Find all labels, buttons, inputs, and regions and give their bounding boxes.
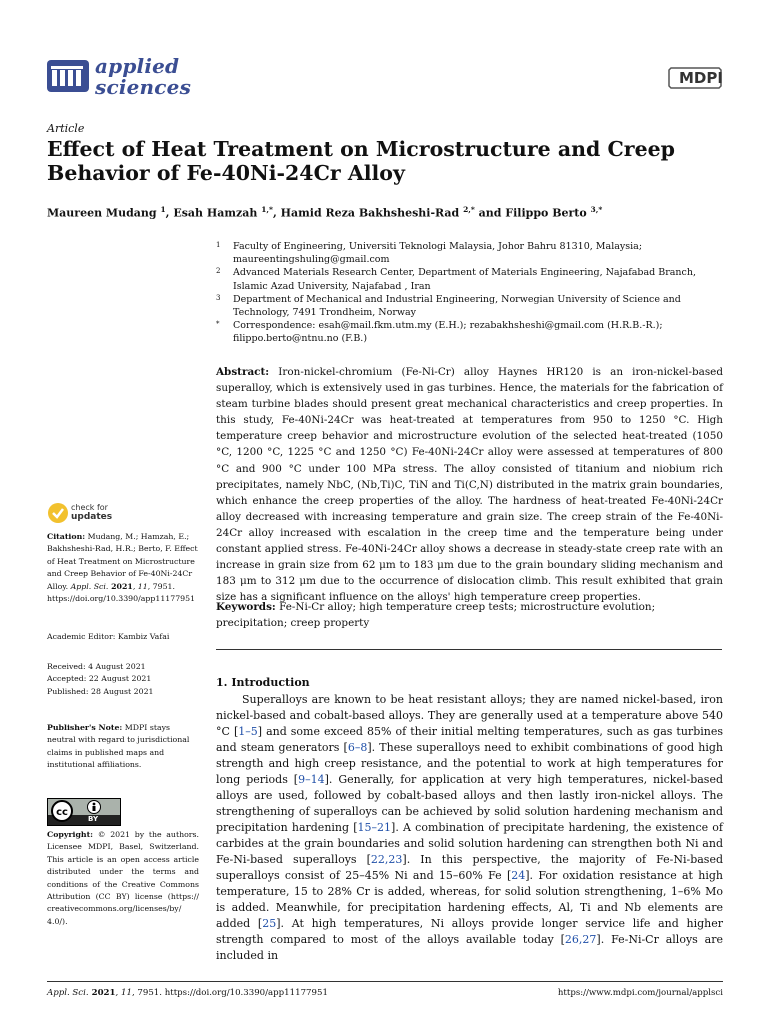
- reference-link[interactable]: 25: [262, 917, 277, 930]
- check-line2: updates: [71, 512, 113, 522]
- footer-doi: , 7951. https://doi.org/10.3390/app11177951: [131, 988, 328, 998]
- footer-volume: , 11: [115, 988, 132, 998]
- footer-year: 2021: [88, 988, 116, 998]
- dates-block: [47, 661, 199, 698]
- intro-text: ]. At high temperatures, Ni alloys provide longer service life and higher strength compared to most of the alloys available today [: [216, 917, 723, 946]
- reference-link[interactable]: 6–8: [347, 741, 368, 754]
- affiliations: [216, 240, 728, 346]
- intro-text: ]. Generally, for application at very high temperatures, nickel-based alloys are used, followed by cobalt-based alloys and then lastly iron-nickel alloys. The strengthening of superalloys can be achieved by solid solution hardening mechanism and precipitation hardening [: [216, 773, 723, 834]
- section-heading-introduction: 1. Introduction: [216, 676, 310, 689]
- abstract-text: Iron-nickel-chromium (Fe-Ni-Cr) alloy Haynes HR120 is an iron-nickel-based superalloy, which is extensively used in gas turbines. Hence, the materials for the fabrication of steam turbine blades should present great mechanical characteristics and creep properties. In this study, Fe-40Ni-24Cr was heat-treated at temperatures from 950 to 1250 °C. High temperature creep behavior and microstructure evolution of the selected heat-treated (1050 °C, 1200 °C, 1225 °C and 1250 °C) Fe-40Ni-24Cr alloy were assessed at temperatures of 800 °C and 900 °C under 100 MPa stress. The alloy consisted of titanium and niobium rich precipitates, namely NbC, (Nb,Ti)C, TiN and Ti(C,N) distributed in the matrix grain boundaries, which enhance the creep properties of the alloy. The hardness of heat-treated Fe-40Ni-24Cr alloy decreased with increasing temperature and grain size. The creep strain of the Fe-40Ni-24Cr alloy increased with escalation in the creep time and the temperature being under constant applied stress. Fe-40Ni-24Cr alloy shows a decrease in steady-state creep rate with an increase in grain size from 62 μm to 183 μm due to the grain boundary sliding mechanism and 183 μm to 312 μm due to the occurrence of dislocation climb. This result exhibited that grain size has a significant influence on the alloys' high temperature creep properties.: [216, 366, 723, 604]
- check-for-updates-icon: [47, 502, 69, 524]
- journal-name-line2: sciences: [95, 75, 192, 99]
- published-date: Published: 28 August 2021: [47, 686, 154, 696]
- correspondence-text: Correspondence: esah@mail.fkm.utm.my (E.H.); rezabakhsheshi@gmail.com (H.R.B.-R.); filippo.berto@ntnu.no (F.B.): [233, 320, 663, 345]
- journal-name-line1: applied: [95, 54, 180, 78]
- citation-block: [47, 531, 199, 605]
- creative-commons-icon: [48, 799, 120, 825]
- affiliation-marker: *: [216, 320, 220, 329]
- reference-link[interactable]: 15–21: [357, 821, 392, 834]
- citation-doi[interactable]: , 7951. https://doi.org/10.3390/app11177951: [47, 581, 196, 604]
- keywords-text: Fe-Ni-Cr alloy; high temperature creep tests; microstructure evolution; precipitation; creep property: [216, 601, 656, 630]
- affiliation-item: [216, 240, 728, 266]
- copyright-block: [47, 829, 199, 928]
- journal-logo[interactable]: [47, 56, 207, 102]
- journal-name: [95, 56, 191, 98]
- affiliation-text: Faculty of Engineering, Universiti Teknologi Malaysia, Johor Bahru 81310, Malaysia; maureentingshuling@gmail.com: [233, 241, 643, 266]
- abstract-label: Abstract:: [216, 366, 270, 378]
- footer-journal-url[interactable]: https://www.mdpi.com/journal/applsci: [557, 988, 723, 998]
- affiliation-marker: 1: [216, 241, 221, 249]
- cc-by-license-badge[interactable]: [47, 798, 121, 826]
- copyright-label: Copyright:: [47, 830, 94, 839]
- intro-text: ]. In this perspective, the majority of Fe-Ni-based superalloys consist of 25–45% Ni and 15–60% Fe [: [216, 853, 723, 882]
- keywords-label: Keywords:: [216, 601, 276, 613]
- publisher-logo[interactable]: [667, 66, 723, 90]
- check-for-updates-text: [71, 503, 112, 522]
- reference-link[interactable]: 26,27: [564, 933, 597, 946]
- reference-link[interactable]: 24: [511, 869, 526, 882]
- citation-label: Citation:: [47, 532, 86, 541]
- page-footer: [47, 988, 723, 998]
- journal-logo-icon: [47, 60, 89, 92]
- publisher-name: MDPI: [679, 69, 723, 87]
- copyright-text: © 2021 by the authors. Licensee MDPI, Basel, Switzerland. This article is an open access article distributed under the terms and conditions of the Creative Commons Attribution (CC BY) license (https:// creativecommons.org/licenses/by/ 4.0/).: [47, 830, 199, 926]
- citation-volume: , 11: [132, 581, 148, 591]
- author-name[interactable]: , Esah Hamzah: [165, 206, 262, 220]
- intro-text: ]. Fe-Ni-Cr alloys are included in: [216, 933, 723, 962]
- cc-by-label: BY: [88, 815, 99, 823]
- abstract: [216, 364, 723, 605]
- reference-link[interactable]: 22,23: [370, 853, 403, 866]
- check-for-updates-badge[interactable]: [47, 502, 147, 524]
- accepted-date: Accepted: 22 August 2021: [47, 674, 152, 684]
- affiliation-item: [216, 293, 728, 319]
- author-affil-ref: 1: [160, 205, 166, 214]
- introduction-text: [216, 692, 723, 964]
- intro-text: ]. These superalloys need to exhibit combinations of good high strength and high creep resistance, and the potential to work at high temperatures for long periods [: [216, 741, 724, 786]
- affiliation-text: Advanced Materials Research Center, Department of Materials Engineering, Najafabad Branch, Islamic Azad University, Najafabad , Iran: [233, 267, 696, 292]
- intro-text: ] and some exceed 85% of their initial melting temperatures, such as gas turbines and steam generators [: [216, 725, 723, 754]
- check-line1: check for: [71, 503, 108, 512]
- author-name[interactable]: and Filippo Berto: [474, 206, 591, 220]
- article-title: Effect of Heat Treatment on Microstructure and Creep Behavior of Fe-40Ni-24Cr Alloy: [47, 137, 676, 185]
- author-affil-ref: 1,*: [261, 205, 273, 214]
- intro-text: Superalloys are known to be heat resistant alloys; they are named nickel-based, iron nickel-based and cobalt-based alloys. They are generally used at a temperature above 540 °C [: [216, 693, 723, 738]
- publisher-note-label: Publisher's Note:: [47, 723, 123, 732]
- article-type: Article: [47, 122, 85, 135]
- intro-text: ]. For oxidation resistance at high temperature, 15 to 28% Cr is added, whereas, for solid solution strengthening, 1–6% Mo is added. Meanwhile, for precipitation hardening effects, Al, Ti and Nb elements are added [: [216, 869, 723, 930]
- author-name[interactable]: , Hamid Reza Bakhsheshi-Rad: [272, 206, 464, 220]
- received-date: Received: 4 August 2021: [47, 662, 146, 671]
- reference-link[interactable]: 9–14: [298, 773, 325, 786]
- intro-text: ]. A combination of precipitate hardening, the existence of carbides at the grain boundaries and solid solution hardening can strengthen both Ni and Fe-Ni-based superalloys [: [216, 821, 723, 866]
- correspondence: [216, 319, 728, 345]
- affiliation-marker: 3: [216, 293, 221, 302]
- svg-text:cc: cc: [56, 807, 68, 818]
- author-list: [47, 205, 737, 220]
- author-name[interactable]: Maureen Mudang: [47, 206, 161, 220]
- publisher-note-text: MDPI stays neutral with regard to jurisdictional claims in published maps and institutional affiliations.: [47, 723, 190, 770]
- footer-journal: Appl. Sci.: [47, 988, 89, 998]
- footer-divider: [47, 981, 723, 982]
- affiliation-marker: 2: [216, 267, 221, 276]
- publisher-note: [47, 722, 199, 772]
- keywords: [216, 599, 723, 631]
- affiliation-text: Department of Mechanical and Industrial Engineering, Norwegian University of Science and Technology, 7491 Trondheim, Norway: [233, 293, 681, 319]
- section-divider: [216, 649, 722, 650]
- author-affil-ref: 3,*: [590, 205, 603, 214]
- reference-link[interactable]: 1–5: [238, 725, 258, 738]
- citation-year: 2021: [108, 581, 133, 591]
- citation-journal: Appl. Sci.: [70, 581, 109, 591]
- footer-citation[interactable]: [47, 988, 328, 998]
- affiliation-item: [216, 266, 728, 292]
- citation-text: Mudang, M.; Hamzah, E.; Bakhsheshi-Rad, H.R.; Berto, F. Effect of Heat Treatment on Microstructure and Creep Behavior of Fe-40Ni-24Cr Alloy.: [47, 532, 198, 591]
- academic-editor: Academic Editor: Kambiz Vafai: [47, 632, 170, 641]
- author-affil-ref: 2,*: [463, 205, 475, 214]
